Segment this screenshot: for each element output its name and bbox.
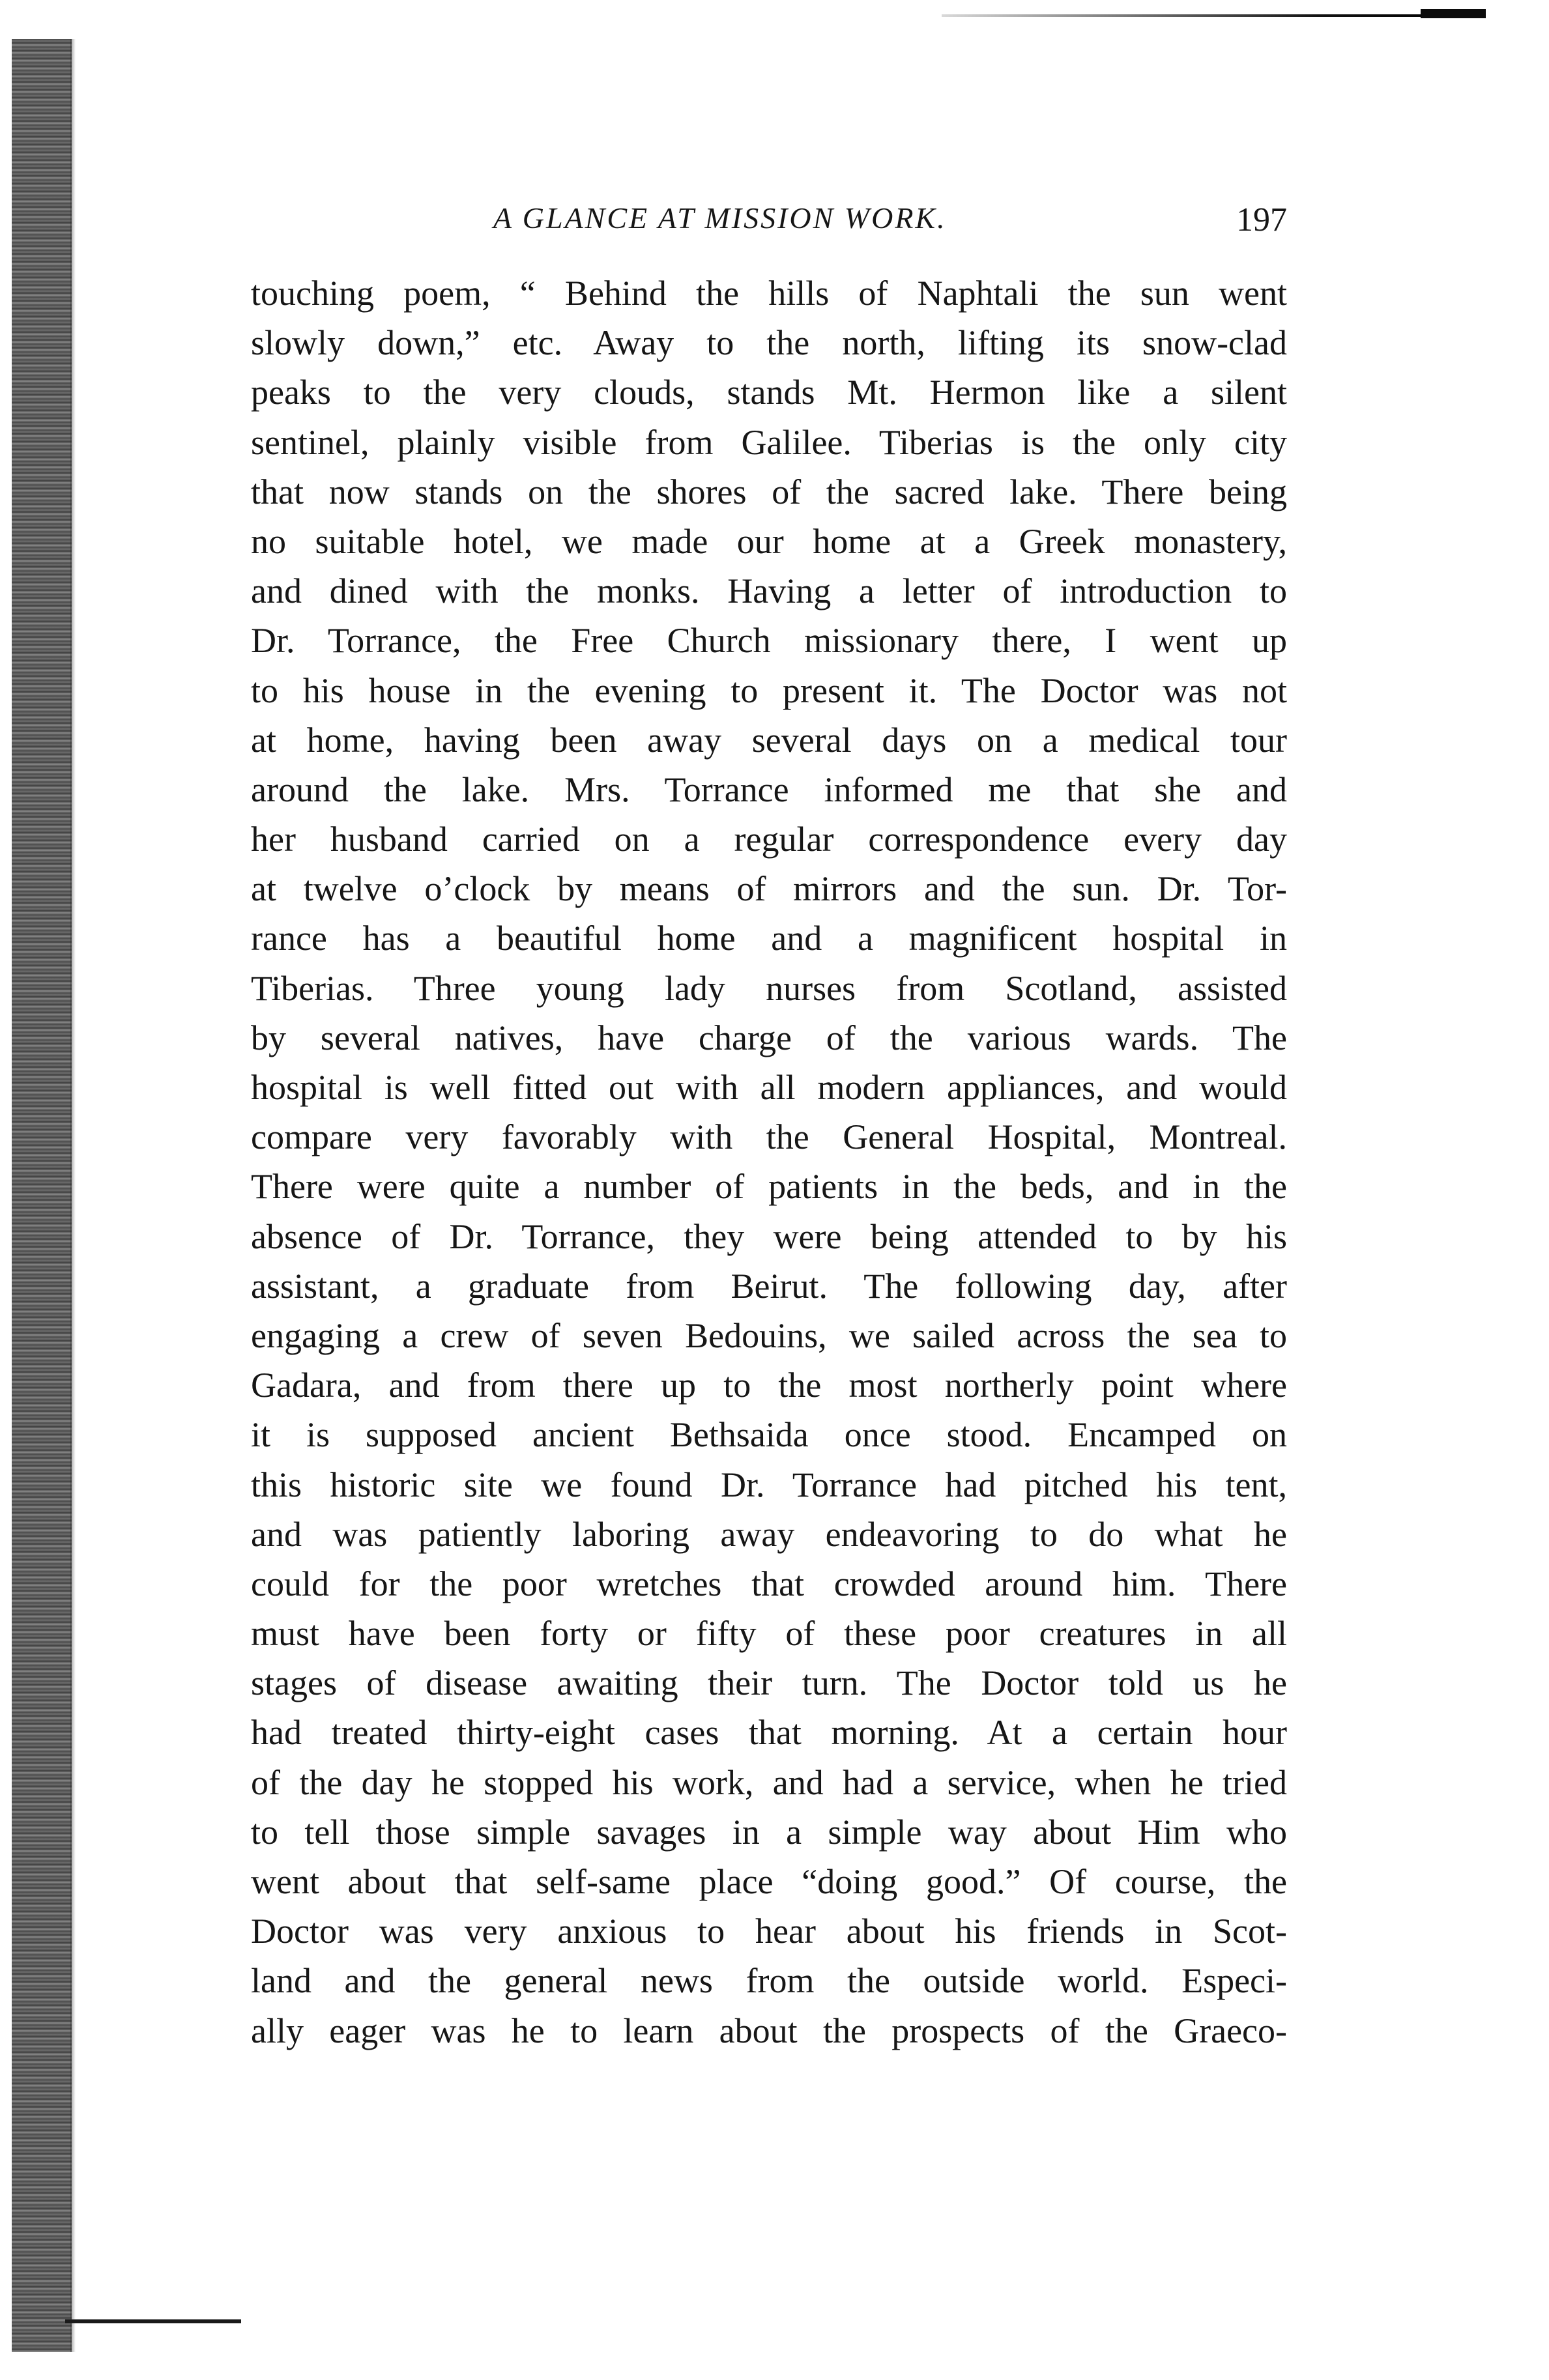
text-line: no suitable hotel, we made our home at a Greek monastery, bbox=[251, 521, 1287, 561]
text-line: engaging a crew of seven Bedouins, we sailed across the sea to bbox=[251, 1315, 1287, 1355]
text-line: assistant, a graduate from Beirut. The following day, after bbox=[251, 1266, 1287, 1306]
binding-foot-rule bbox=[65, 2319, 241, 2323]
text-line: slowly down,” etc. Away to the north, lifting its snow-clad bbox=[251, 323, 1287, 363]
page-number: 197 bbox=[1236, 201, 1287, 238]
text-line: Dr. Torrance, the Free Church missionary there, I went up bbox=[251, 621, 1287, 661]
text-line: her husband carried on a regular correspondence every day bbox=[251, 820, 1287, 859]
text-line: hospital is well fitted out with all modern appliances, and would bbox=[251, 1068, 1287, 1107]
text-line: stages of disease awaiting their turn. The Doctor told us he bbox=[251, 1663, 1287, 1703]
text-line: of the day he stopped his work, and had a service, when he tried bbox=[251, 1762, 1287, 1802]
text-line: sentinel, plainly visible from Galilee. Tiberias is the only city bbox=[251, 422, 1287, 462]
running-head bbox=[251, 195, 1287, 248]
text-line: it is supposed ancient Bethsaida once stood. Encamped on bbox=[251, 1415, 1287, 1455]
text-line: could for the poor wretches that crowded around him. There bbox=[251, 1564, 1287, 1603]
text-line: to tell those simple savages in a simple way about Him who bbox=[251, 1812, 1287, 1852]
text-line: touching poem, “ Behind the hills of Naphtali the sun went bbox=[251, 274, 1287, 313]
text-line: absence of Dr. Torrance, they were being attended to by his bbox=[251, 1216, 1287, 1256]
running-title: A GLANCE AT MISSION WORK. bbox=[493, 201, 947, 235]
text-line: around the lake. Mrs. Torrance informed me that she and bbox=[251, 769, 1287, 809]
top-scan-rule bbox=[942, 14, 1483, 17]
text-line: rance has a beautiful home and a magnificent hospital in bbox=[251, 919, 1287, 958]
text-line: compare very favorably with the General Hospital, Montreal. bbox=[251, 1117, 1287, 1157]
text-line: Tiberias. Three young lady nurses from Scotland, assisted bbox=[251, 968, 1287, 1008]
book-binding-edge bbox=[12, 39, 72, 2352]
text-line: went about that self-same place “doing good.” Of course, the bbox=[251, 1862, 1287, 1901]
text-line: this historic site we found Dr. Torrance had pitched his tent, bbox=[251, 1465, 1287, 1504]
text-line: that now stands on the shores of the sacred lake. There being bbox=[251, 472, 1287, 511]
text-line: and dined with the monks. Having a letter of introduction to bbox=[251, 571, 1287, 611]
text-line: had treated thirty-eight cases that morning. At a certain hour bbox=[251, 1713, 1287, 1753]
text-line: peaks to the very clouds, stands Mt. Hermon like a silent bbox=[251, 373, 1287, 412]
text-line: Gadara, and from there up to the most northerly point where bbox=[251, 1366, 1287, 1405]
text-line: There were quite a number of patients in the beds, and in the bbox=[251, 1167, 1287, 1207]
text-line: at home, having been away several days on a medical tour bbox=[251, 720, 1287, 760]
text-line: at twelve o’clock by means of mirrors and the sun. Dr. Tor- bbox=[251, 869, 1287, 909]
text-line: Doctor was very anxious to hear about his friends in Scot- bbox=[251, 1912, 1287, 1951]
text-line: to his house in the evening to present it. The Doctor was not bbox=[251, 670, 1287, 710]
text-line: land and the general news from the outside world. Especi- bbox=[251, 1961, 1287, 2001]
body-text bbox=[251, 268, 1287, 2056]
text-line: ally eager was he to learn about the prospects of the Graeco- bbox=[251, 2011, 1287, 2050]
top-scan-mark bbox=[1421, 9, 1486, 18]
text-line: must have been forty or fifty of these poor creatures in all bbox=[251, 1614, 1287, 1654]
text-line: by several natives, have charge of the various wards. The bbox=[251, 1018, 1287, 1057]
text-line: and was patiently laboring away endeavoring to do what he bbox=[251, 1514, 1287, 1554]
